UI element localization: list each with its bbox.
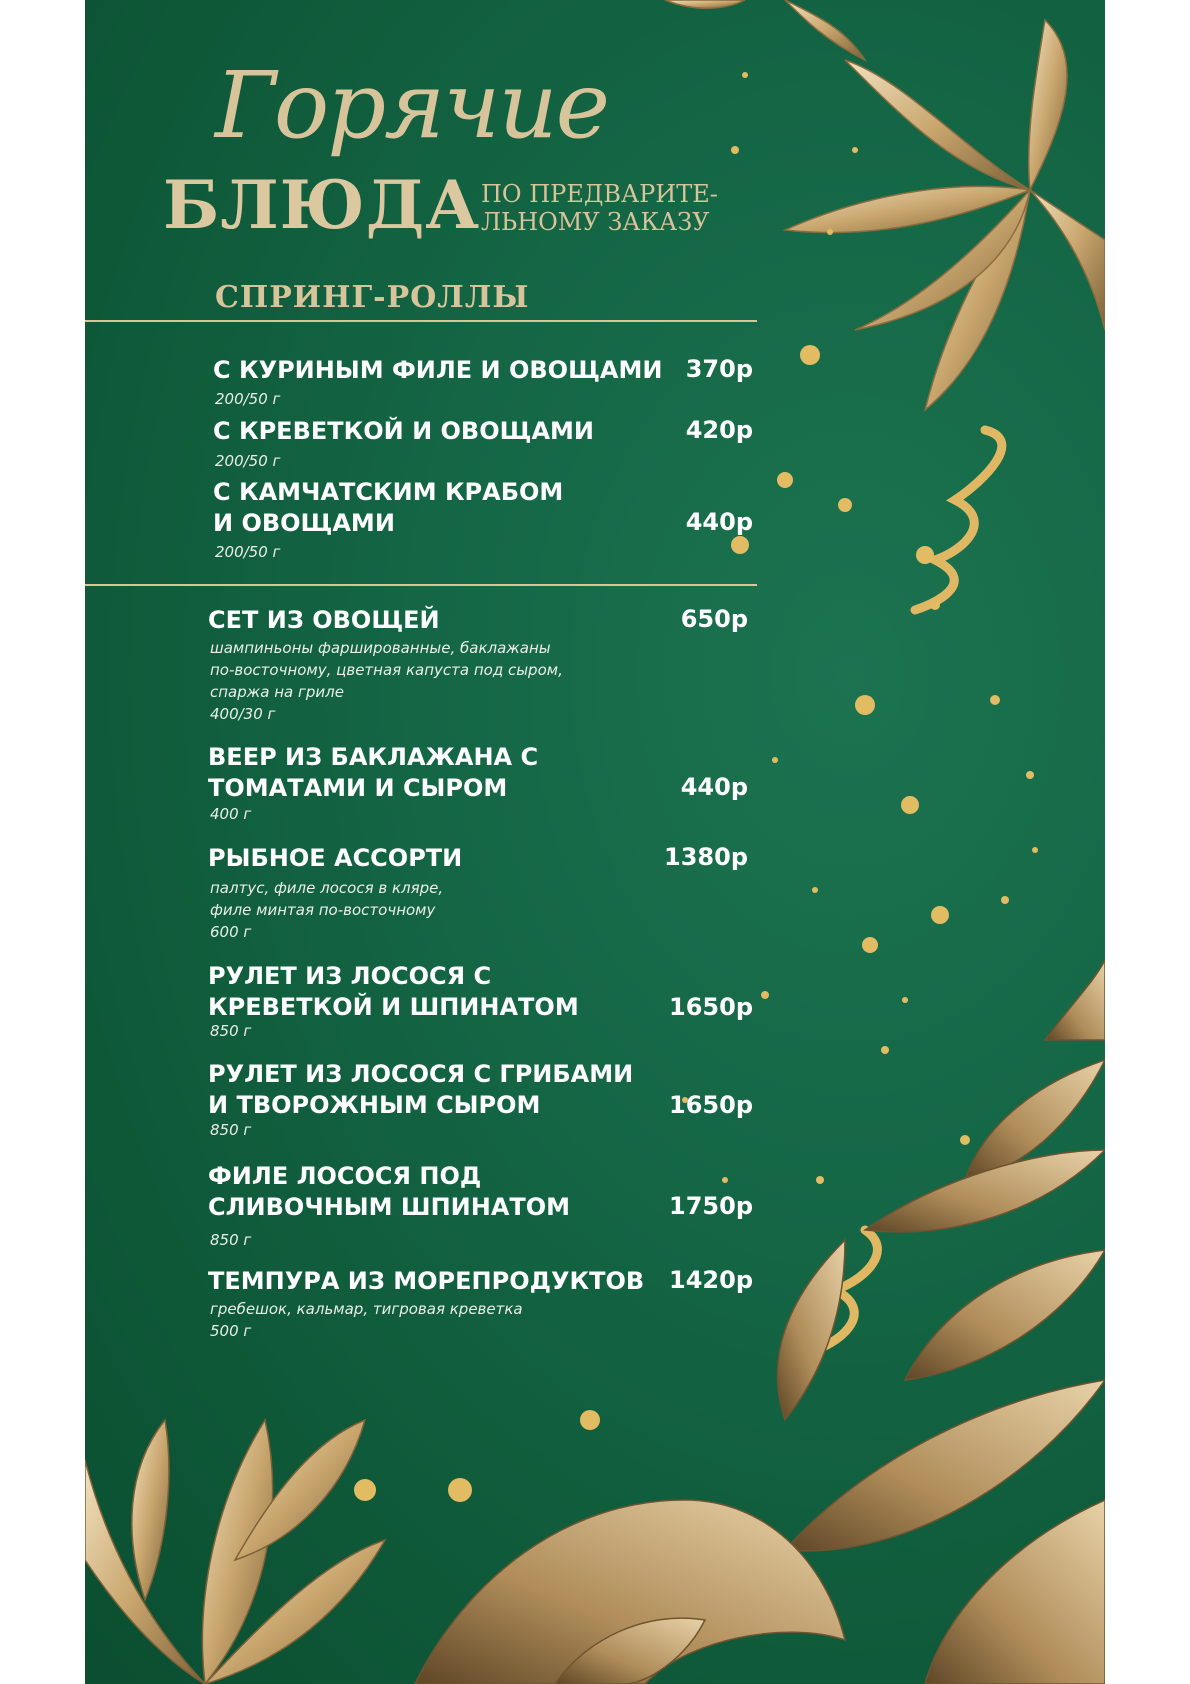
menu-item-name: С КРЕВЕТКОЙ И ОВОЩАМИ xyxy=(213,417,594,445)
menu-item-description: 850 г xyxy=(210,1022,252,1040)
menu-item-name: ВЕЕР ИЗ БАКЛАЖАНА С ТОМАТАМИ И СЫРОМ xyxy=(208,743,539,802)
menu-item-description: палтус, филе лосося в кляре, филе минтая по-восточному 600 г xyxy=(210,879,444,941)
page-subtitle: ПО ПРЕДВАРИТЕ- ЛЬНОМУ ЗАКАЗУ xyxy=(481,180,718,236)
page-title: БЛЮДА xyxy=(163,166,481,244)
menu-item-weight: 200/50 г xyxy=(215,390,281,408)
menu-item-price: 1380р xyxy=(664,843,748,871)
menu-item-description: гребешок, кальмар, тигровая креветка 500 г xyxy=(210,1300,523,1340)
menu-item-price: 440р xyxy=(685,508,753,536)
menu-item-name: ФИЛЕ ЛОСОСЯ ПОД СЛИВОЧНЫМ ШПИНАТОМ xyxy=(208,1162,571,1221)
menu-item-price: 420р xyxy=(685,416,753,444)
menu-item-name: С КУРИНЫМ ФИЛЕ И ОВОЩАМИ xyxy=(213,356,663,384)
menu-item-description: 850 г xyxy=(210,1231,252,1249)
menu-item-description: 850 г xyxy=(210,1121,252,1139)
menu-item-weight: 200/50 г xyxy=(215,452,281,470)
menu-item-price: 1650р xyxy=(669,1091,753,1119)
menu-item-name: ТЕМПУРА ИЗ МОРЕПРОДУКТОВ xyxy=(208,1267,645,1295)
menu-item-name: РУЛЕТ ИЗ ЛОСОСЯ С КРЕВЕТКОЙ И ШПИНАТОМ xyxy=(208,962,579,1021)
divider xyxy=(85,320,757,322)
menu-item-description: 400 г xyxy=(210,805,252,823)
menu-item-name: С КАМЧАТСКИМ КРАБОМ И ОВОЩАМИ xyxy=(213,478,564,537)
menu-item-price: 650р xyxy=(680,605,748,633)
menu-item-description: шампиньоны фаршированные, баклажаны по-восточному, цветная капуста под сыром, спаржа на гриле 400/30 г xyxy=(210,639,563,723)
menu-item-price: 370р xyxy=(685,355,753,383)
script-title: Горячие xyxy=(215,52,609,159)
menu-item-price: 440р xyxy=(680,773,748,801)
menu-page xyxy=(85,0,1105,1684)
menu-item-name: РУЛЕТ ИЗ ЛОСОСЯ С ГРИБАМИ И ТВОРОЖНЫМ СЫРОМ xyxy=(208,1060,634,1119)
menu-item-name: СЕТ ИЗ ОВОЩЕЙ xyxy=(208,606,440,634)
divider xyxy=(85,584,757,586)
menu-item-price: 1650р xyxy=(669,993,753,1021)
gold-leaves-decoration xyxy=(85,0,1105,1684)
menu-item-weight: 200/50 г xyxy=(215,543,281,561)
menu-item-price: 1420р xyxy=(669,1266,753,1294)
menu-item-name: РЫБНОЕ АССОРТИ xyxy=(208,844,463,872)
menu-item-price: 1750р xyxy=(669,1192,753,1220)
section-heading-spring-rolls: СПРИНГ-РОЛЛЫ xyxy=(215,280,530,315)
